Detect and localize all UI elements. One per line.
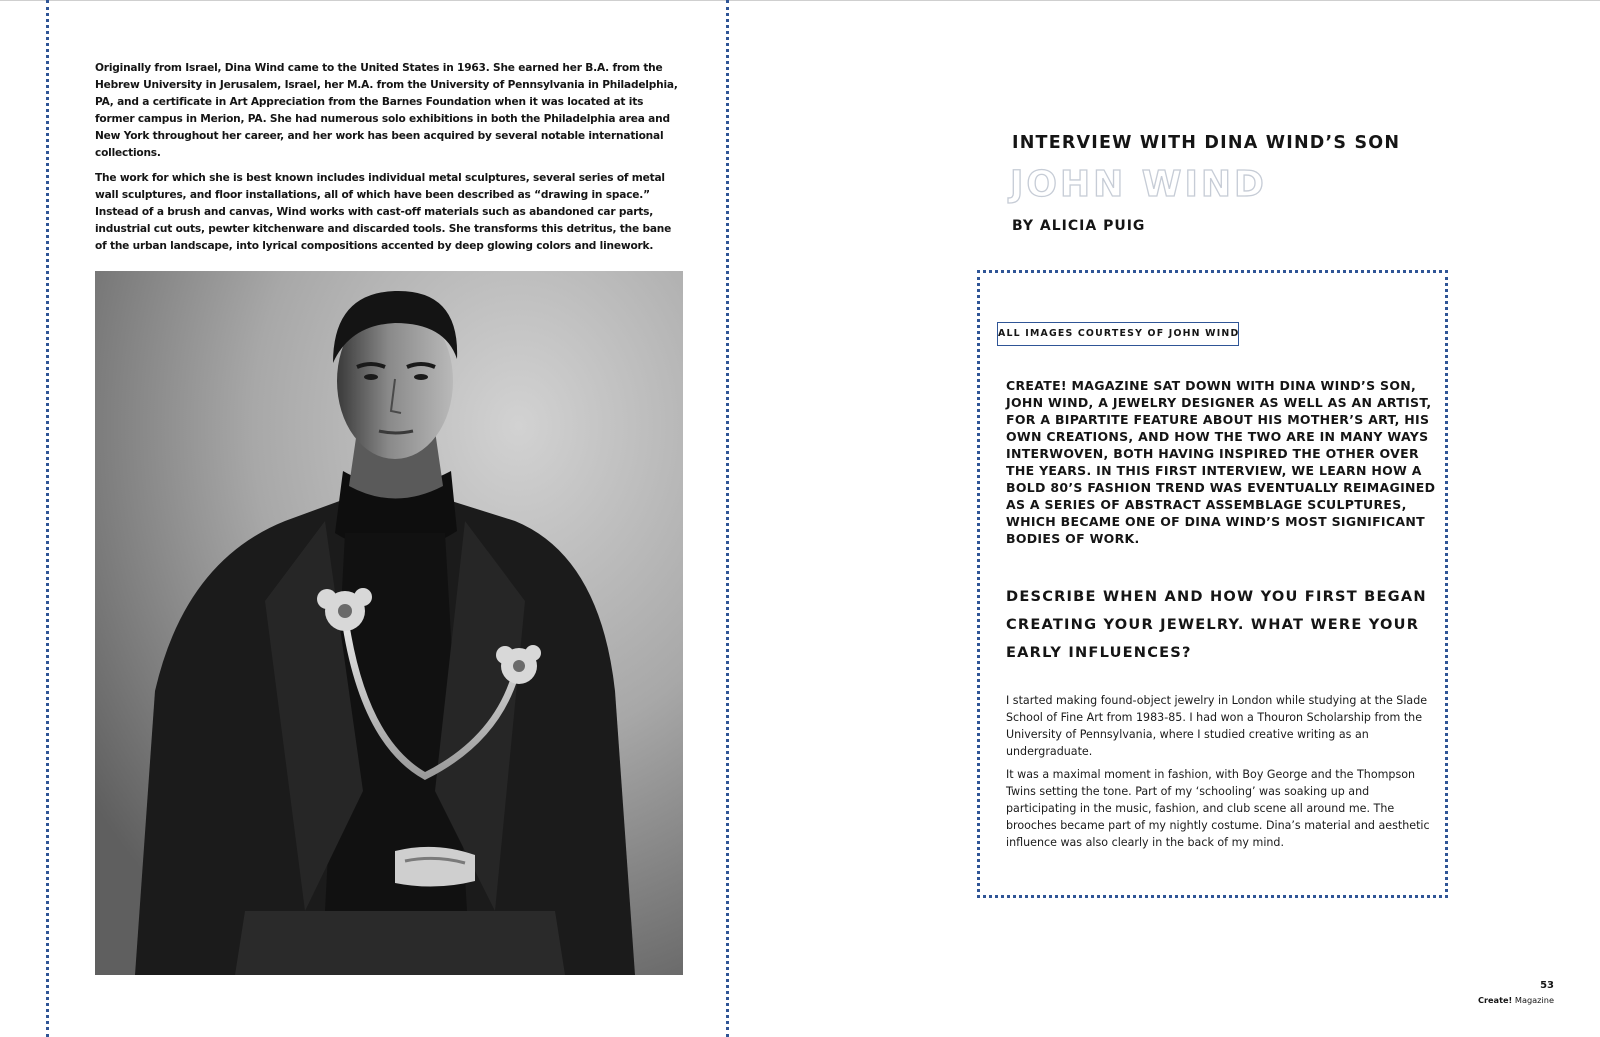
answer-paragraph-2: It was a maximal moment in fashion, with Boy George and the Thompson Twins setting the tone. Part of my ‘schooling’ was soaking up and participating in the music, fashion, and club scene all around me. The brooches became part of my nightly costume. Dina’s material and aesthetic influence was also clearly in the back of my mind.: [1006, 768, 1430, 849]
center-dotted-divider: [726, 0, 729, 1037]
bio-paragraph-2: The work for which she is best known includes individual metal sculptures, several series of metal wall sculptures, and floor installations, all of which have been described as “drawing in space.” Instead of a brush and canvas, Wind works with cast-off materials such as abandoned car parts, industrial cut outs, pewter kitchenware and discarded tools. She transforms this detritus, the bane of the urban landscape, into lyrical compositions accented by deep glowing colors and linework.: [95, 172, 672, 252]
bio-paragraph-1: Originally from Israel, Dina Wind came to the United States in 1963. She earned her B.A. from the Hebrew University in Jerusalem, Israel, her M.A. from the University of Pennsylvania in Philadelphia, PA, and a certificate in Art Appreciation from the Barnes Foundation when it was located at its former campus in Merion, PA. She had numerous solo exhibitions in both the Philadelphia area and New York throughout her career, and her work has been acquired by several notable international collections.: [95, 62, 678, 159]
interview-intro: CREATE! MAGAZINE SAT DOWN WITH DINA WIND’S SON, JOHN WIND, A JEWELRY DESIGNER AS WELL AS AN ARTIST, FOR A BIPARTITE FEATURE ABOUT HIS MOTHER’S ART, HIS OWN CREATIONS, AND HOW THE TWO ARE IN MANY WAYS INTERWOVEN, BOTH HAVING INSPIRED THE OTHER OVER THE YEARS. IN THIS FIRST INTERVIEW, WE LEARN HOW A BOLD 80’S FASHION TREND WAS EVENTUALLY REIMAGINED AS A SERIES OF ABSTRACT ASSEMBLAGE SCULPTURES, WHICH BECAME ONE OF DINA WIND’S MOST SIGNIFICANT BODIES OF WORK.: [1006, 378, 1436, 546]
portrait-photo: [95, 271, 683, 975]
byline: BY ALICIA PUIG: [1012, 218, 1146, 234]
left-dotted-border: [46, 0, 49, 1037]
interviewee-name: JOHN WIND: [1010, 164, 1267, 205]
image-courtesy-badge: ALL IMAGES COURTESY OF JOHN WIND: [997, 322, 1239, 346]
answer-paragraph-1: I started making found-object jewelry in London while studying at the Slade School of Fine Art from 1983-85. I had won a Thouron Scholarship from the University of Pennsylvania, where I studied creative writing as an undergraduate.: [1006, 694, 1428, 758]
top-rule: [0, 0, 1600, 1]
interview-heading: INTERVIEW WITH DINA WIND’S SON: [1012, 133, 1401, 153]
left-page-body: [95, 60, 685, 263]
interview-answer: [1006, 692, 1434, 857]
page-number: 53: [1540, 980, 1554, 991]
interview-question: DESCRIBE WHEN AND HOW YOU FIRST BEGAN CREATING YOUR JEWELRY. WHAT WERE YOUR EARLY INFLUENCES?: [1006, 588, 1427, 661]
magazine-brand: Create!: [1477, 995, 1513, 1005]
magazine-word: Magazine: [1514, 995, 1554, 1005]
magazine-footer: [1440, 995, 1554, 1005]
